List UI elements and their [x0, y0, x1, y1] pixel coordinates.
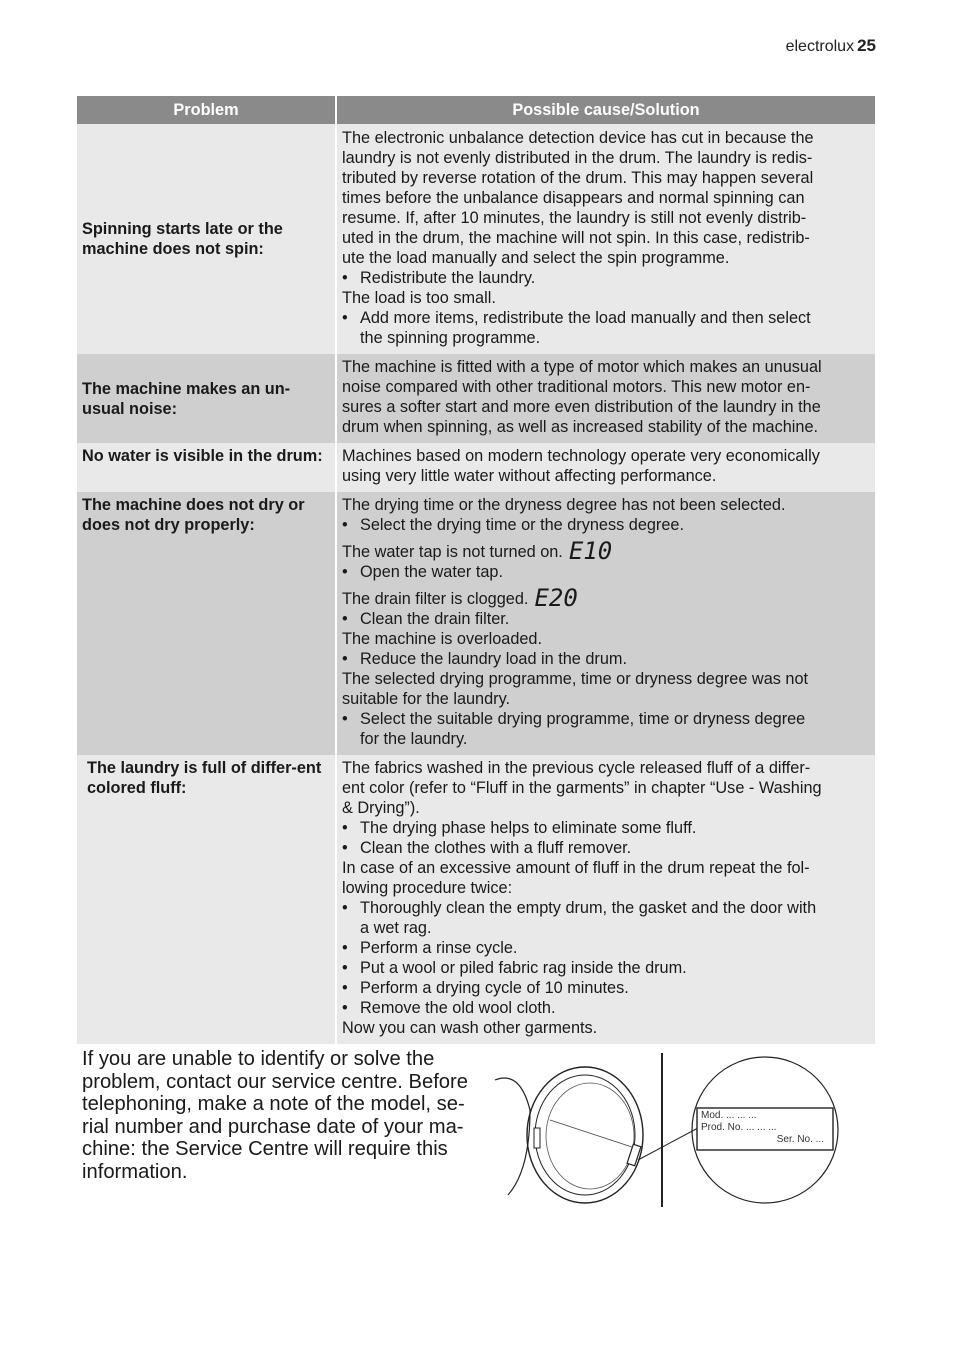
text-line: lowing procedure twice:: [342, 879, 513, 897]
error-code-e10: E10: [568, 537, 613, 565]
text-line: The machine is overloaded.: [342, 630, 543, 648]
problem-text: No water is visible in the drum:: [82, 447, 323, 465]
problem-text: Spinning starts late or the machine does not spin:: [82, 220, 283, 258]
text-line: sures a softer start and more even distribution of the laundry in the: [342, 398, 821, 416]
troubleshooting-table: [77, 96, 875, 1044]
bullet-item: • Reduce the laundry load in the drum.: [342, 649, 867, 669]
text-line: The electronic unbalance detection device has cut in because the: [342, 129, 814, 147]
bullet-item: • Thoroughly clean the empty drum, the gasket and the door with: [342, 898, 867, 918]
col-header-solution: Possible cause/Solution: [336, 96, 875, 124]
solution-cell: [336, 755, 875, 1044]
plate-mod: Mod. ... ... ...: [701, 1110, 757, 1121]
text-line: laundry is not evenly distributed in the drum. The laundry is redis-: [342, 149, 813, 167]
text-line: ute the load manually and select the spin programme.: [342, 249, 730, 267]
problem-cell: [77, 443, 336, 492]
problem-cell: [77, 354, 336, 443]
solution-cell: [336, 124, 875, 354]
table-row: [77, 443, 875, 492]
bullet-item: • Redistribute the laundry.: [342, 268, 867, 288]
plate-prod: Prod. No. ... ... ...: [701, 1122, 777, 1133]
text-line: for the laundry.: [360, 730, 468, 748]
text-line: Now you can wash other garments.: [342, 1019, 598, 1037]
text-line: noise compared with other traditional motors. This new motor en-: [342, 378, 811, 396]
text-line: Machines based on modern technology operate very economically: [342, 447, 820, 465]
bullet-item: • Open the water tap.: [342, 562, 867, 582]
problem-text: The machine makes an un-usual noise:: [82, 379, 291, 418]
door-outer-ring: [527, 1067, 643, 1203]
table-row: [77, 492, 875, 755]
text-line: drum when spinning, as well as increased stability of the machine.: [342, 418, 819, 436]
bullet-item: • Add more items, redistribute the load manually and then select: [342, 308, 867, 328]
door-glass: [546, 1083, 634, 1189]
bullet-item: • Select the suitable drying programme, time or dryness degree: [342, 709, 867, 729]
text-line: resume. If, after 10 minutes, the laundry is still not evenly distrib-: [342, 209, 807, 227]
bullet-item: • Perform a drying cycle of 10 minutes.: [342, 978, 867, 998]
text-line: & Drying”).: [342, 799, 420, 817]
solution-cell: [336, 354, 875, 443]
text-line: suitable for the laundry.: [342, 690, 511, 708]
bullet-item: • The drying phase helps to eliminate some fluff.: [342, 818, 867, 838]
page-number: 25: [857, 36, 876, 55]
text-line: The machine is fitted with a type of motor which makes an unusual: [342, 358, 822, 376]
text-line: a wet rag.: [360, 919, 432, 937]
text-line: the spinning programme.: [360, 329, 541, 347]
plate-ser: Ser. No. ...: [776, 1134, 824, 1145]
bullet-item: • Select the drying time or the dryness degree.: [342, 515, 867, 535]
glass-reflection: [550, 1120, 635, 1148]
text-line: The selected drying programme, time or dryness degree was not: [342, 670, 809, 688]
brand-name: electrolux: [785, 38, 855, 55]
bullet-item: • Put a wool or piled fabric rag inside the drum.: [342, 958, 867, 978]
table-row: [77, 354, 875, 443]
text-line: The fabrics washed in the previous cycle released fluff of a differ-: [342, 759, 811, 777]
error-code-e20: E20: [534, 584, 578, 612]
problem-text: The laundry is full of differ-ent colored fluff:: [87, 759, 322, 797]
text-line: tributed by reverse rotation of the drum. This may happen several: [342, 169, 814, 187]
text-fragment: The drain filter is clogged.: [342, 590, 529, 608]
text-line: [342, 584, 867, 612]
door-inner-ring: [535, 1075, 635, 1195]
pointer-line: [638, 1128, 698, 1160]
table-row: [77, 124, 875, 354]
text-line: ent color (refer to “Fluff in the garments” in chapter “Use - Washing: [342, 779, 822, 797]
text-line: In case of an excessive amount of fluff in the drum repeat the fol-: [342, 859, 810, 877]
bullet-item: • Clean the drain filter.: [342, 609, 867, 629]
problem-cell: [77, 492, 336, 755]
rating-plate-illustration: [490, 1050, 870, 1210]
solution-cell: [336, 443, 875, 492]
bullet-item: • Clean the clothes with a fluff remover.: [342, 838, 867, 858]
problem-text: The machine does not dry or does not dry properly:: [82, 496, 305, 534]
table-row: [77, 755, 875, 1044]
bullet-item: • Remove the old wool cloth.: [342, 998, 867, 1018]
machine-outline: [495, 1078, 530, 1195]
col-header-problem: Problem: [77, 96, 336, 124]
problem-cell: [77, 755, 336, 1044]
text-line: uted in the drum, the machine will not spin. In this case, redistrib-: [342, 229, 810, 247]
text-line: times before the unbalance disappears and normal spinning can: [342, 189, 805, 207]
page-header: [786, 36, 876, 56]
text-line: The load is too small.: [342, 289, 496, 307]
solution-cell: [336, 492, 875, 755]
text-fragment: The water tap is not turned on.: [342, 543, 563, 561]
problem-cell: [77, 124, 336, 354]
text-line: [342, 537, 867, 565]
bullet-item: • Perform a rinse cycle.: [342, 938, 867, 958]
text-line: The drying time or the dryness degree has not been selected.: [342, 496, 786, 514]
door-hinge: [534, 1128, 540, 1148]
service-contact-note: If you are unable to identify or solve the problem, contact our service centre. Before telephoning, make a note of the model, se-rial number and purchase date of your ma-chine: the Service Centre will require this information.: [82, 1048, 468, 1183]
text-line: using very little water without affecting performance.: [342, 467, 717, 485]
